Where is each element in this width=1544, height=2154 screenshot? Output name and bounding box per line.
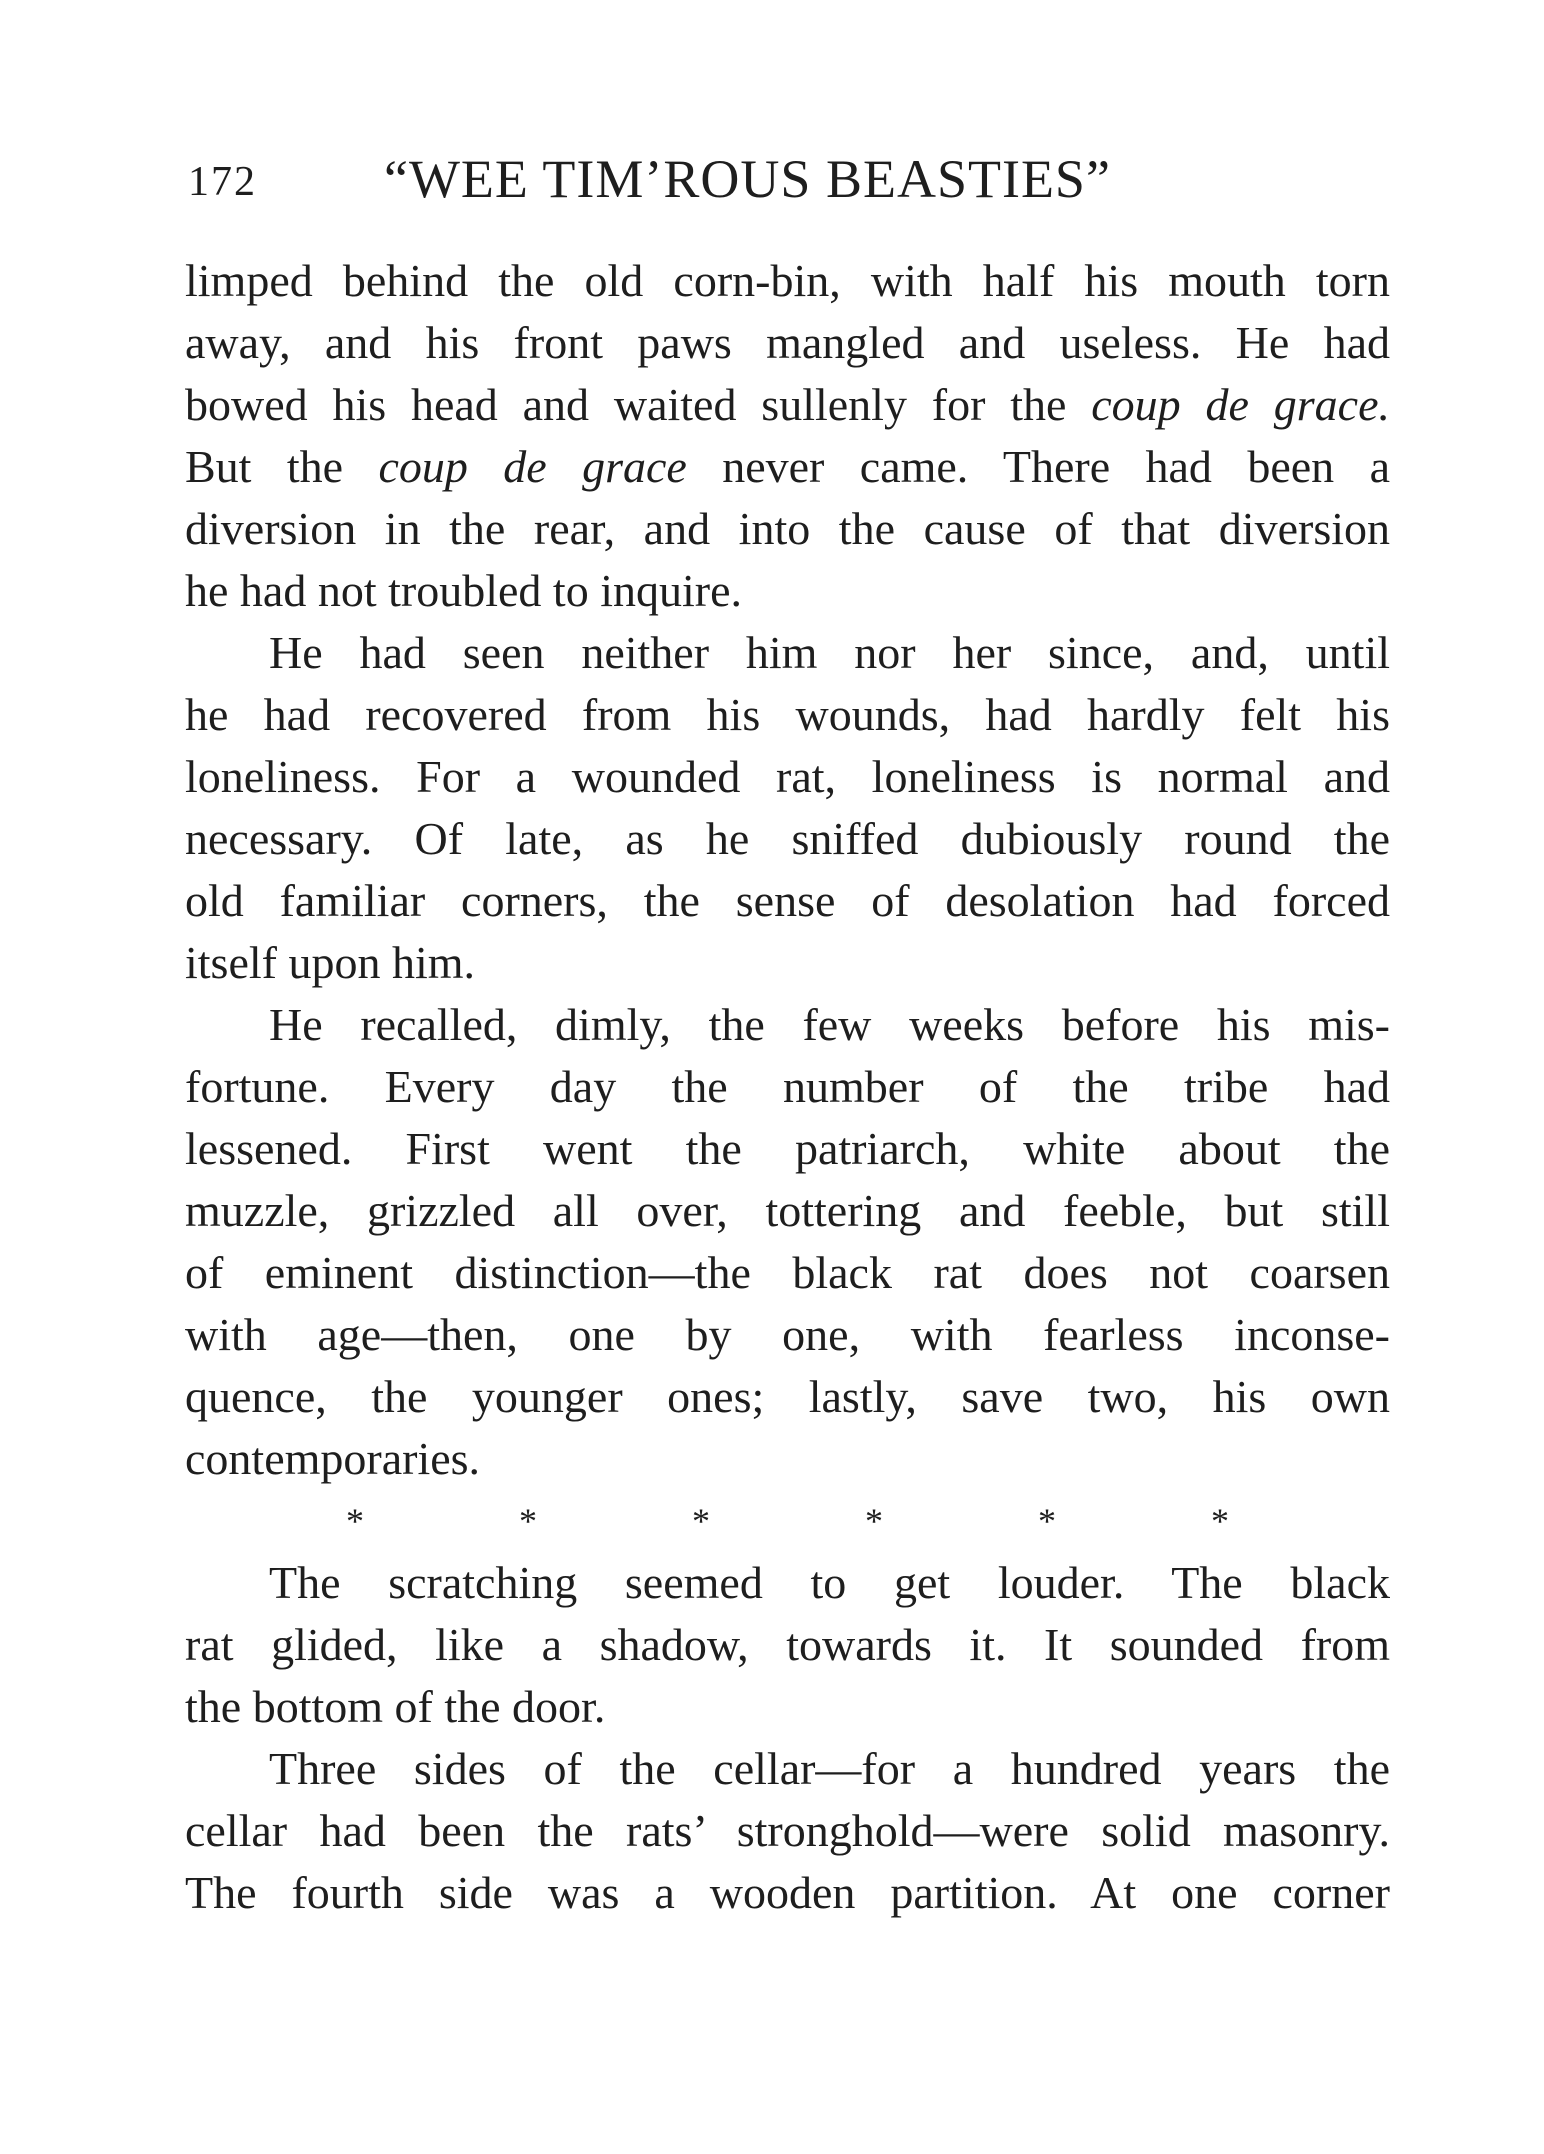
- italic-phrase: coup de grace: [378, 441, 687, 492]
- text-line: The fourth side was a wooden partition. At one corner: [185, 1867, 1390, 1918]
- asterisk: *: [865, 1501, 883, 1541]
- section-separator: [185, 1490, 1390, 1552]
- text-line: away, and his front paws mangled and useless. He had: [185, 317, 1390, 368]
- body-text: [185, 250, 1390, 1924]
- text-line: diversion in the rear, and into the cause of that diversion: [185, 503, 1390, 554]
- text-line: lessened. First went the patriarch, white about the: [185, 1123, 1390, 1174]
- text-line: The scratching seemed to get louder. The black: [269, 1557, 1390, 1608]
- text-span: bowed his head and waited sullenly for the: [185, 379, 1092, 430]
- text-line: quence, the younger ones; lastly, save two, his own: [185, 1371, 1390, 1422]
- text-line: limped behind the old corn-bin, with half his mouth torn: [185, 255, 1390, 306]
- text-line: loneliness. For a wounded rat, loneliness is normal and: [185, 751, 1390, 802]
- text-line: He had seen neither him nor her since, and, until: [269, 627, 1390, 678]
- text-line: itself upon him.: [185, 937, 476, 988]
- asterisk: *: [1211, 1501, 1229, 1541]
- asterisk: *: [692, 1501, 710, 1541]
- text-line: with age—then, one by one, with fearless inconse-: [185, 1309, 1390, 1360]
- text-line: necessary. Of late, as he sniffed dubiously round the: [185, 813, 1390, 864]
- text-line: muzzle, grizzled all over, tottering and feeble, but still: [185, 1185, 1390, 1236]
- text-line: rat glided, like a shadow, towards it. It sounded from: [185, 1619, 1390, 1670]
- italic-phrase: coup de grace.: [1091, 379, 1390, 430]
- asterisk: *: [1038, 1501, 1056, 1541]
- text-line: [185, 436, 1390, 498]
- text-span: But the: [185, 441, 379, 492]
- running-title: “WEE TIM’ROUS BEASTIES”: [384, 149, 1111, 209]
- text-line: Three sides of the cellar—for a hundred years the: [269, 1743, 1390, 1794]
- asterisk: *: [346, 1501, 364, 1541]
- text-line: the bottom of the door.: [185, 1681, 606, 1732]
- text-line: old familiar corners, the sense of desolation had forced: [185, 875, 1390, 926]
- text-line: cellar had been the rats’ stronghold—were solid masonry.: [185, 1805, 1390, 1856]
- asterisk: *: [519, 1501, 537, 1541]
- text-line: [185, 374, 1390, 436]
- text-span: never came. There had been a: [686, 441, 1390, 492]
- text-line: fortune. Every day the number of the tribe had: [185, 1061, 1390, 1112]
- text-line: contemporaries.: [185, 1433, 481, 1484]
- text-line: he had not troubled to inquire.: [185, 565, 742, 616]
- text-line: of eminent distinction—the black rat does not coarsen: [185, 1247, 1390, 1298]
- text-line: He recalled, dimly, the few weeks before his mis-: [269, 999, 1390, 1050]
- text-line: he had recovered from his wounds, had hardly felt his: [185, 689, 1390, 740]
- page-number: 172: [188, 159, 257, 205]
- running-head: [188, 148, 1388, 218]
